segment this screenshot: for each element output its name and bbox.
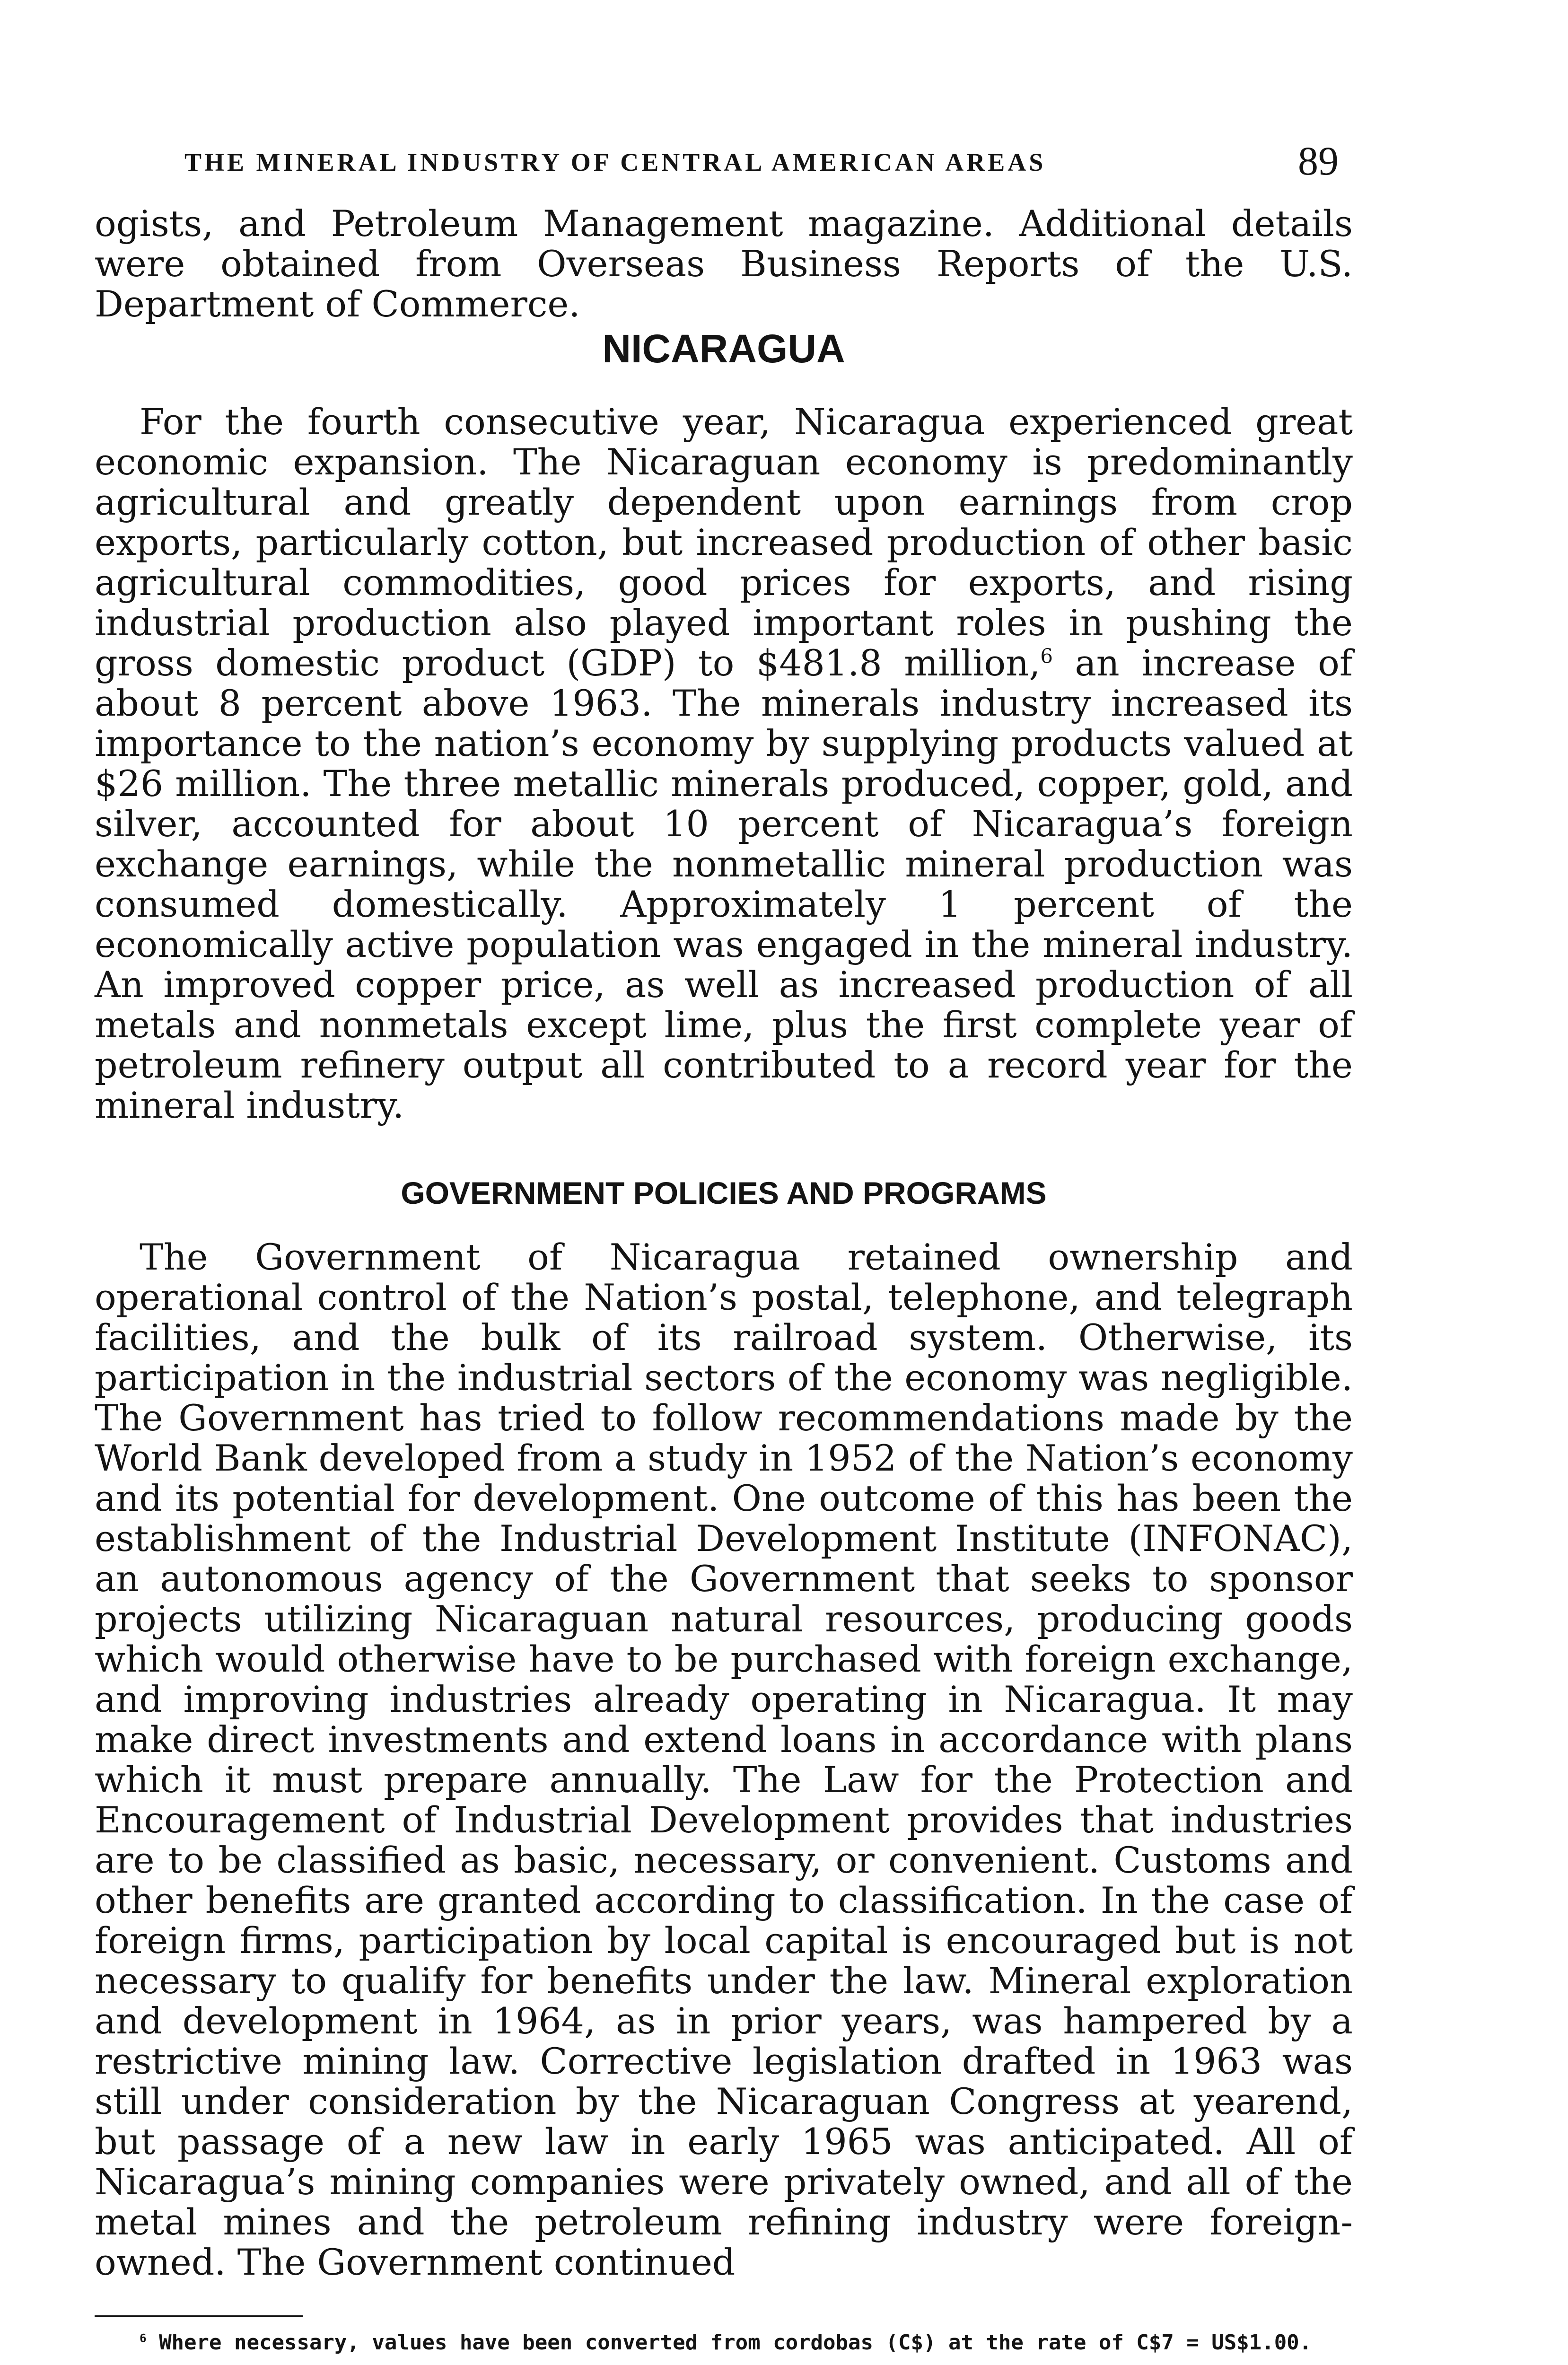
footnote-marker: 6 xyxy=(140,2331,147,2345)
footnote xyxy=(95,2330,1353,2356)
subsection-title: GOVERNMENT POLICIES AND PROGRAMS xyxy=(401,1175,1047,1210)
continued-paragraph: ogists, and Petroleum Management magazine. Additional details were obtained from Overseas Business Reports of the U.S. Department of Commerce. xyxy=(95,202,1353,325)
section-title: NICARAGUA xyxy=(602,326,845,371)
intro-text-part-2: an increase of about 8 percent above 1963. The minerals industry increased its importance to the nation’s economy by supplying products valued at $26 million. The three metallic minerals produced, copper, gold, and silver, accounted for about 10 percent of Nicaragua’s foreign exchange earnings, while the nonmetallic mineral production was consumed domestically. Approximately 1 percent of the economically active population was engaged in the mineral industry. An improved copper price, as well as increased production of all metals and nonmetals except lime, plus the first complete year of petroleum refinery output all contributed to a record year for the mineral industry. xyxy=(95,642,1353,1126)
page-number: 89 xyxy=(1298,138,1339,184)
running-header xyxy=(95,137,1353,189)
intro-text-part-1: For the fourth consecutive year, Nicaragua experienced great economic expansion. The Nicaraguan economy is predominantly agricultural and greatly dependent upon earnings from crop exports, particularly cotton, but increased production of other basic agricultural commodities, good prices for exports, and rising industrial production also played important roles in pushing the gross domestic product (GDP) to $481.8 million, xyxy=(95,401,1353,684)
footnote-text: Where necessary, values have been converted from cordobas (C$) at the rate of C$7 = US$1.00. xyxy=(159,2330,1312,2355)
government-policies-paragraph: The Government of Nicaragua retained ownership and operational control of the Nation’s postal, telephone, and telegraph facilities, and the bulk of its railroad system. Otherwise, its participation in the industrial sectors of the economy was negligible. The Government has tried to follow recommendations made by the World Bank developed from a study in 1952 of the Nation’s economy and its potential for development. One outcome of this has been the establishment of the Industrial Development Institute (INFONAC), an autonomous agency of the Government that seeks to sponsor projects utilizing Nicaraguan natural resources, producing goods which would otherwise have to be purchased with foreign exchange, and improving industries already operating in Nicaragua. It may make direct investments and extend loans in accordance with plans which it must prepare annually. The Law for the Protection and Encouragement of Industrial Development provides that industries are to be classified as basic, necessary, or convenient. Customs and other benefits are granted according to classification. In the case of foreign firms, participation by local capital is encouraged but is not necessary to qualify for benefits under the law. Mineral exploration and development in 1964, as in prior years, was hampered by a restrictive mining law. Corrective legislation drafted in 1963 was still under consideration by the Nicaraguan Congress at yearend, but passage of a new law in early 1965 was anticipated. All of Nicaragua’s mining companies were privately owned, and all of the metal mines and the petroleum refining industry were foreign-owned. The Government continued xyxy=(95,1236,1353,2283)
running-title: THE MINERAL INDUSTRY OF CENTRAL AMERICAN AREAS xyxy=(184,148,1046,176)
footnote-divider xyxy=(95,2315,303,2317)
footnote-reference: 6 xyxy=(1040,644,1053,668)
document-page xyxy=(95,137,1353,2356)
nicaragua-intro-paragraph xyxy=(95,402,1353,1125)
